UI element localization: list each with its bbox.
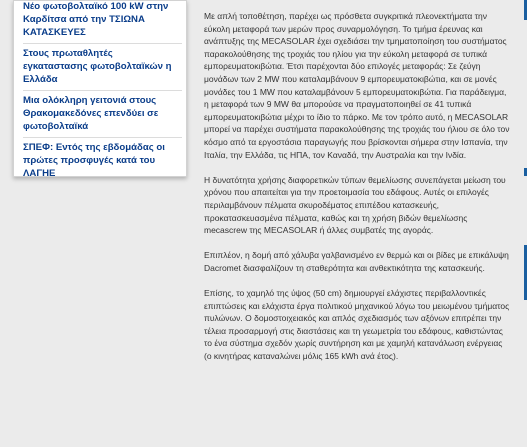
article-paragraph-2: Η δυνατότητα χρήσης διαφορετικών τύπων θεμελίωσης συνεπάγεται μείωση του χρόνου που απαιτείται για την προετοιμασία του εδάφους. Αυτές οι επιλογές περιλαμβάνουν πέλματα σκυροδέματος επιπέδου κατασκευής, προκατασκευασμένα πέλματα, καθώς και τη χρήση βιδών θεμελίωσης mecascrew της MECASOLAR ή άλλες συμβατές της αγοράς. bbox=[204, 174, 506, 236]
article-paragraph-1: Με απλή τοποθέτηση, παρέχει ως πρόσθετα συγκριτικά πλεονεκτήματα την εύκολη μεταφορά των μερών προς συναρμολόγηση. Το τμήμα έρευνας και ανάπτυξης της MECASOLAR έχει σχεδιάσει την τμηματοποίηση του συστήματος παρακολούθησης της τροχιάς του ηλίου για την εύκολη μεταφορά σε τυπικά εμπορευματοκιβώτια. Έτσι παρέχονται δύο επιλογές μεταφοράς: Σε ζεύγη μονάδων των 2 MW που καταλαμβάνουν 9 εμπορευματοκιβώτια, και σε μονές μονάδες του 1 MW που καταλαμβάνουν 5 εμπορευματοκιβώτια. Για παράδειγμα, η μεταφορά των 9 MW θα μπορούσε να πραγματοποιηθεί σε 41 τυπικά εμπορευματοκιβώτια μέχρι το ίδιο το πάρκο. Με τον τρόπο αυτό, η MECASOLAR μπορεί να παρέχει συστήματα παρακολούθησης της τροχιάς του ήλιου σε όλο τον κόσμο από τα εργοστάσια παραγωγής που βρίσκονται σήμερα στην Ισπανία, την Ιταλία, την Ελλάδα, τις ΗΠΑ, τον Καναδά, την Αυστραλία και την Ινδία. bbox=[204, 11, 510, 160]
article-body bbox=[204, 10, 510, 375]
related-news-list bbox=[14, 0, 186, 184]
related-news-link-4[interactable]: ΣΠΕΦ: Εντός της εβδομάδας οι πρώτες προσφυγές κατά του ΛΑΓΗΕ bbox=[23, 142, 165, 179]
related-news-link-2[interactable]: Στους πρωταθλητές εγκαταστασης φωτοβολταϊκών η Ελλάδα bbox=[23, 44, 182, 91]
related-news-link-1[interactable]: Νέο φωτοβολταϊκό 100 kW στην Καρδίτσα από την ΤΣΙΩΝΑ ΚΑΤΑΣΚΕΥΕΣ bbox=[23, 0, 182, 44]
related-news-sidebar bbox=[13, 0, 187, 177]
article-paragraph-3: Επιπλέον, η δομή από χάλυβα γαλβανισμένο εν θερμώ και οι βίδες με επικάλυψη Dacromet διασφαλίζουν τη σταθερότητα και ανθεκτικότητα της κατασκευής. bbox=[204, 250, 509, 273]
article-paragraph-4: Επίσης, το χαμηλό της ύψος (50 cm) δημιουργεί ελάχιστες περιβαλλοντικές επιπτώσεις και ελάχιστα έργα πολιτικού μηχανικού λόγω του μειωμένου τμήματος πυλώνων. Ο δομοστοιχειακός και απλός σχεδιασμός των αξόνων επιτρέπει την τέλεια προσαρμογή στις διαστάσεις και τη γεωμετρία του εδάφους, καθιστώντας το ένα σύστημα σχεδόν χωρίς συντήρηση και με χαμηλή κατανάλωση ενέργειας (ο κινητήρας καταναλώνει μόλις 165 kWh ανά έτος). bbox=[204, 288, 510, 362]
related-news-link-3[interactable]: Μια ολόκληρη γειτονιά στους Θρακομακεδόνες επενδύει σε φωτοβολταϊκά bbox=[23, 91, 182, 138]
